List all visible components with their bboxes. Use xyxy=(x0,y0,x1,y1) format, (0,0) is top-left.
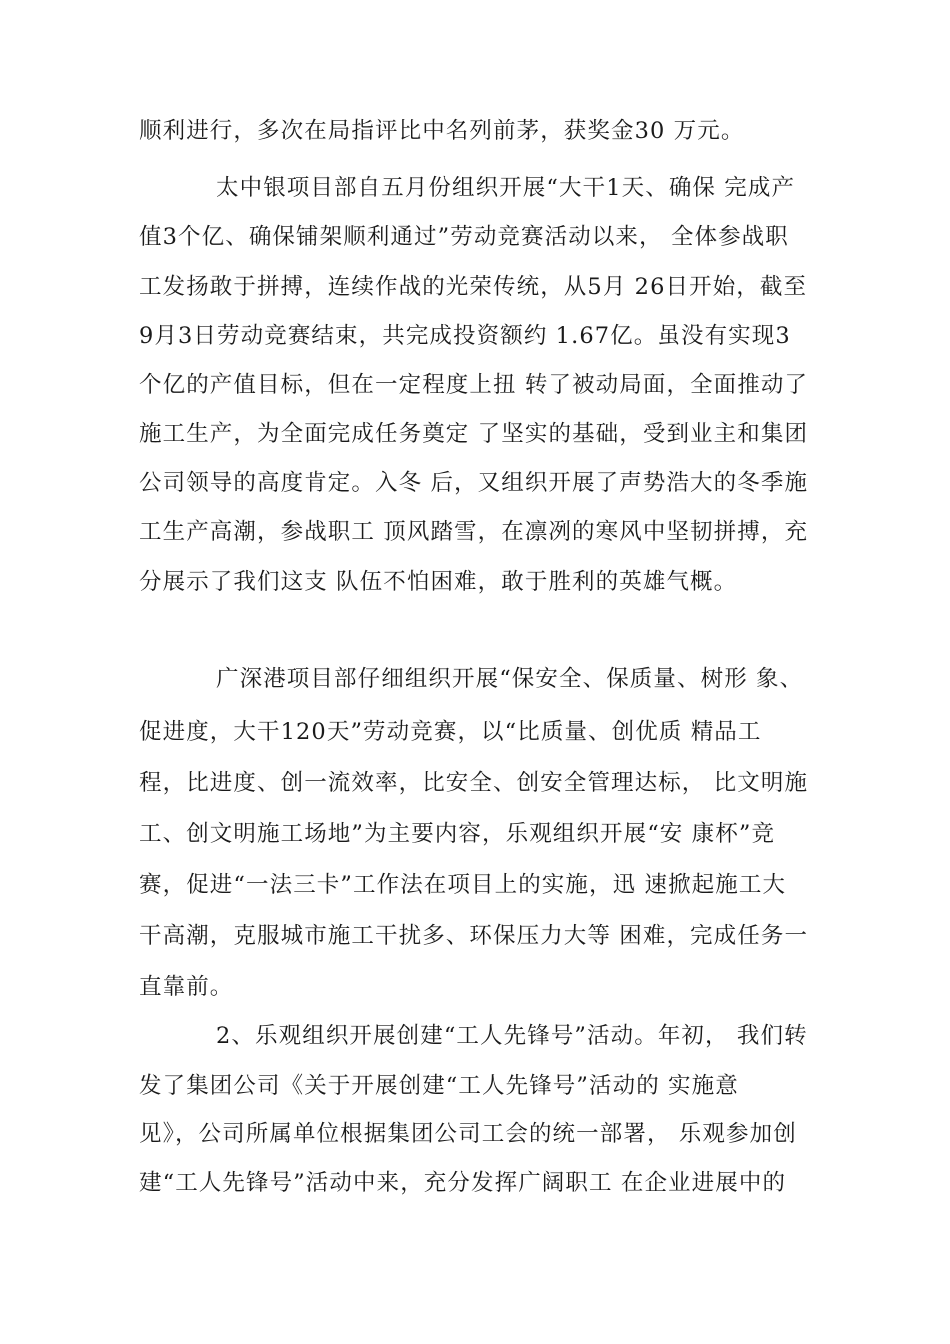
text-line: 直靠前。 xyxy=(139,974,234,1000)
text-line: 工发扬敢于拼搏，连续作战的光荣传统，从5月 26日开始，截至 xyxy=(139,274,808,300)
text-line: 广深港项目部仔细组织开展“保安全、保质量、树形 象、 xyxy=(216,666,804,692)
text-line: 顺利进行，多次在局指评比中名列前茅，获奖金30 万元。 xyxy=(139,118,745,144)
text-line: 赛，促进“一法三卡”工作法在项目上的实施，迅 速掀起施工大 xyxy=(139,872,787,898)
text-line: 工生产高潮，参战职工 顶风踏雪，在凛冽的寒风中坚韧拼搏，充 xyxy=(139,519,809,545)
text-line: 施工生产，为全面完成任务奠定 了坚实的基础，受到业主和集团 xyxy=(139,421,809,447)
text-line: 分展示了我们这支 队伍不怕困难，敢于胜利的英雄气概。 xyxy=(139,569,738,595)
text-line: 值3个亿、确保铺架顺利通过”劳动竞赛活动以来， 全体参战职 xyxy=(139,224,789,250)
text-line: 2、乐观组织开展创建“工人先锋号”活动。年初， 我们转 xyxy=(216,1023,808,1049)
text-line: 个亿的产值目标，但在一定程度上扭 转了被动局面，全面推动了 xyxy=(139,372,809,398)
text-line: 促进度，大干120天”劳动竞赛，以“比质量、创优质 精品工 xyxy=(139,719,762,745)
text-line: 建“工人先锋号”活动中来，充分发挥广阔职工 在企业进展中的 xyxy=(139,1170,787,1196)
text-line: 发了集团公司《关于开展创建“工人先锋号”活动的 实施意 xyxy=(139,1073,739,1099)
text-line: 公司领导的高度肯定。入冬 后，又组织开展了声势浩大的冬季施 xyxy=(139,470,809,496)
text-line: 程，比进度、创一流效率，比安全、创安全管理达标， 比文明施 xyxy=(139,770,809,796)
text-line: 见》，公司所属单位根据集团公司工会的统一部署， 乐观参加创 xyxy=(139,1121,797,1147)
text-line: 工、创文明施工场地”为主要内容，乐观组织开展“安 康杯”竞 xyxy=(139,821,776,847)
text-line: 干高潮，克服城市施工干扰多、环保压力大等 困难，完成任务一 xyxy=(139,923,809,949)
text-line: 太中银项目部自五月份组织开展“大干1天、确保 完成产 xyxy=(216,175,796,201)
text-line: 9月3日劳动竞赛结束，共完成投资额约 1.67亿。虽没有实现3 xyxy=(139,323,791,349)
